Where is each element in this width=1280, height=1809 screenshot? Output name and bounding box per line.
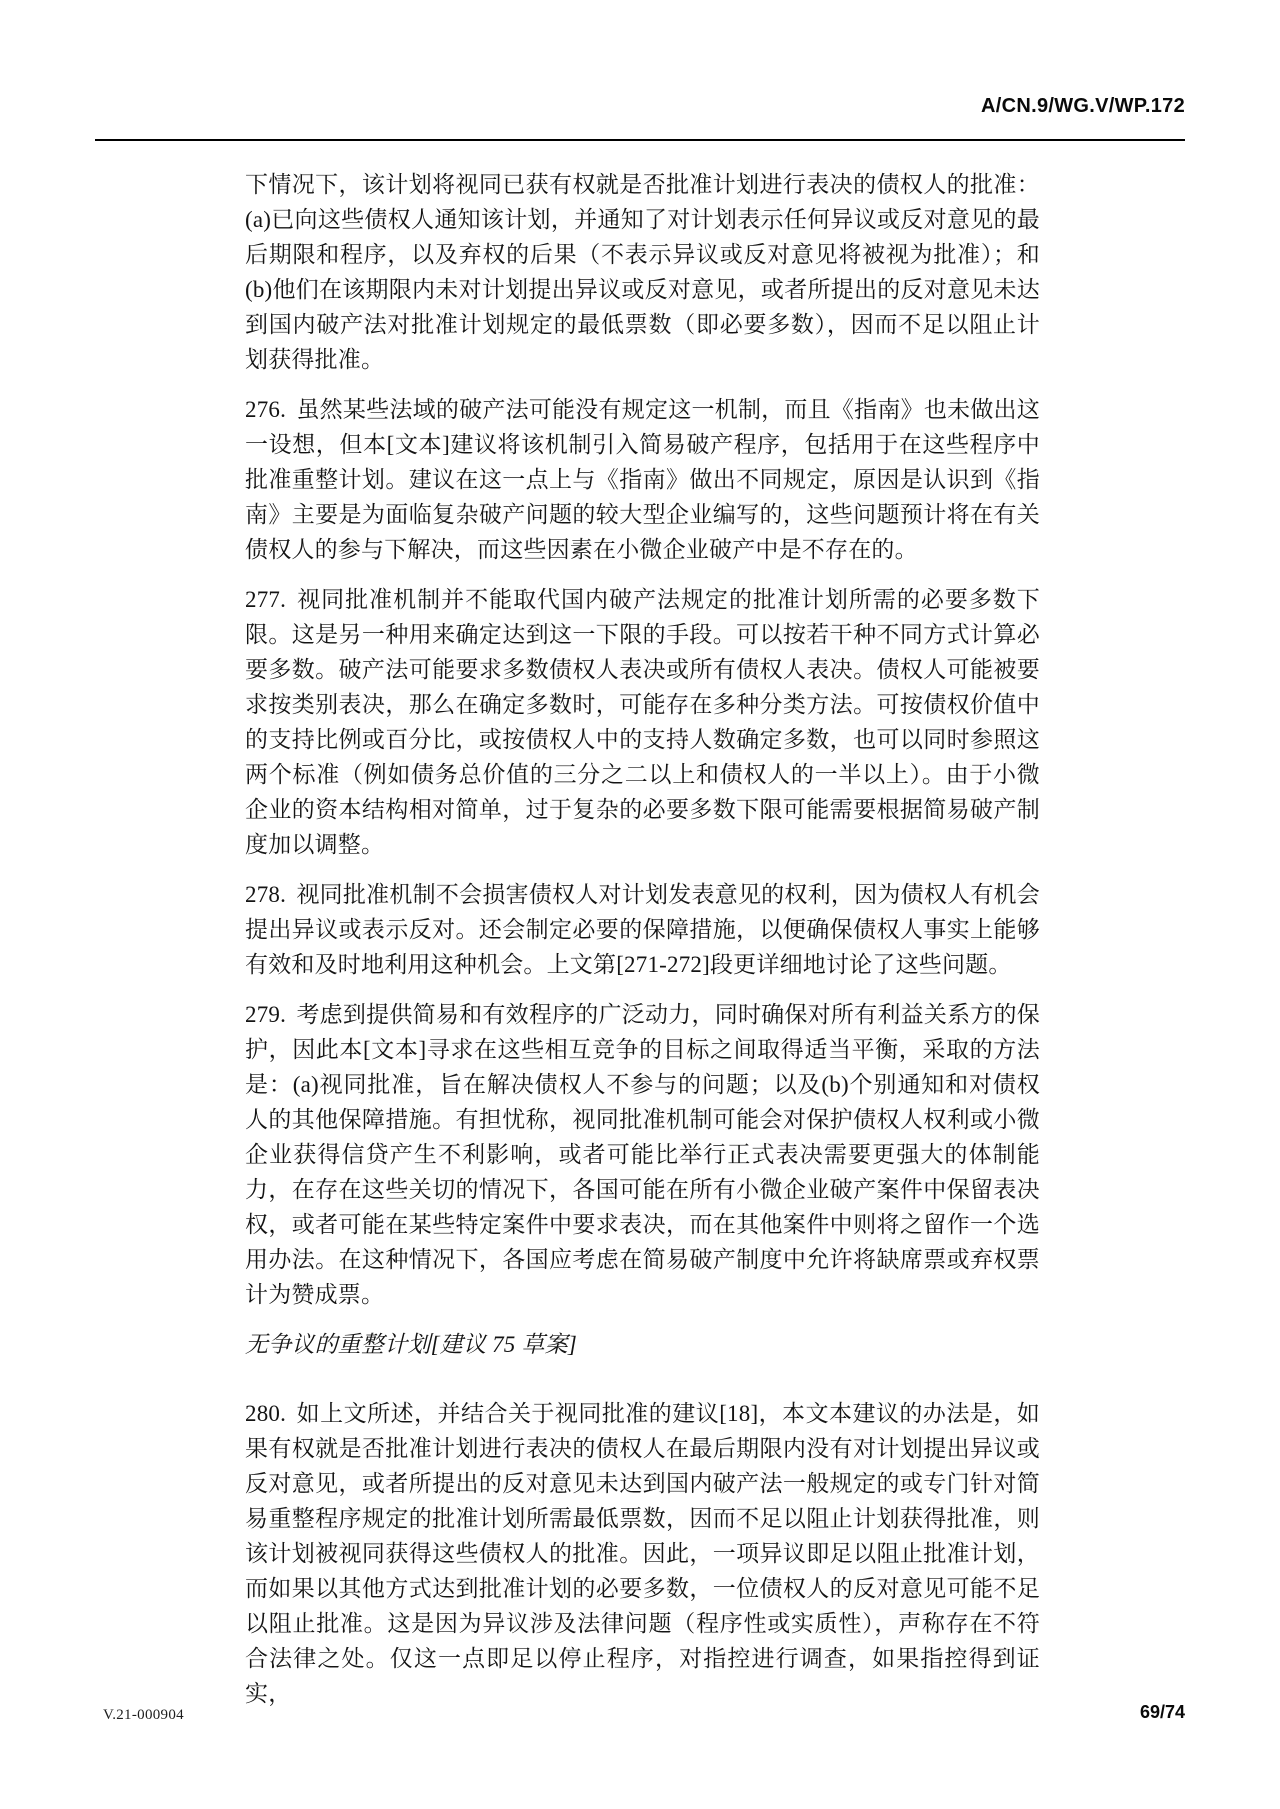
section-heading: 无争议的重整计划[建议 75 草案] — [245, 1332, 578, 1357]
header-rule — [95, 139, 1185, 141]
paragraph-text: 考虑到提供简易和有效程序的广泛动力，同时确保对所有利益关系方的保护，因此本[文本]寻求在这些相互竞争的目标之间取得适当平衡，采取的方法是：(a)视同批准，旨在解决债权人不参与的问题；以及(b)个别通知和对债权人的其他保障措施。有担忧称，视同批准机制可能会对保护债权人权利或小微企业获得信贷产生不利影响，或者可能比举行正式表决需要更强大的体制能力，在存在这些关切的情况下，各国可能在所有小微企业破产案件中保留表决权，或者可能在某些特定案件中要求表决，而在其他案件中则将之留作一个选用办法。在这种情况下，各国应考虑在简易破产制度中允许将缺席票或弃权票计为赞成票。 — [245, 1002, 1040, 1307]
footer-page-number: 69/74 — [1139, 1702, 1185, 1722]
document-symbol: A/CN.9/WG.V/WP.172 — [981, 95, 1185, 117]
paragraph-276 — [245, 392, 1040, 567]
paragraph-text: 虽然某些法域的破产法可能没有规定这一机制，而且《指南》也未做出这一设想，但本[文本]建议将该机制引入简易破产程序，包括用于在这些程序中批准重整计划。建议在这一点上与《指南》做出不同规定，原因是认识到《指南》主要是为面临复杂破产问题的较大型企业编写的，这些问题预计将在有关债权人的参与下解决，而这些因素在小微企业破产中是不存在的。 — [245, 397, 1040, 562]
document-body — [245, 167, 1040, 1726]
paragraph-number: 278. — [245, 882, 287, 907]
paragraph-number: 277. — [245, 587, 287, 612]
paragraph-text: 下情况下，该计划将视同已获有权就是否批准计划进行表决的债权人的批准：(a)已向这些债权人通知该计划，并通知了对计划表示任何异议或反对意见的最后期限和程序，以及弃权的后果（不表示异议或反对意见将被视为批准）；和(b)他们在该期限内未对计划提出异议或反对意见，或者所提出的反对意见未达到国内破产法对批准计划规定的最低票数（即必要多数），因而不足以阻止计划获得批准。 — [245, 172, 1040, 372]
paragraph-text: 视同批准机制并不能取代国内破产法规定的批准计划所需的必要多数下限。这是另一种用来确定达到这一下限的手段。可以按若干种不同方式计算必要多数。破产法可能要求多数债权人表决或所有债权人表决。债权人可能被要求按类别表决，那么在确定多数时，可能存在多种分类方法。可按债权价值中的支持比例或百分比，或按债权人中的支持人数确定多数，也可以同时参照这两个标准（例如债务总价值的三分之二以上和债权人的一半以上）。由于小微企业的资本结构相对简单，过于复杂的必要多数下限可能需要根据简易破产制度加以调整。 — [245, 587, 1040, 857]
paragraph-number: 280. — [245, 1401, 287, 1426]
paragraph-text: 视同批准机制不会损害债权人对计划发表意见的权利，因为债权人有机会提出异议或表示反对。还会制定必要的保障措施，以便确保债权人事实上能够有效和及时地利用这种机会。上文第[271-272]段更详细地讨论了这些问题。 — [245, 882, 1040, 977]
paragraph-280 — [245, 1396, 1040, 1711]
footer-doc-number: V.21-000904 — [103, 1707, 184, 1723]
paragraph-number: 279. — [245, 1002, 287, 1027]
paragraph-278 — [245, 877, 1040, 982]
paragraph-number: 276. — [245, 397, 287, 422]
paragraph-text: 如上文所述，并结合关于视同批准的建议[18]，本文本建议的办法是，如果有权就是否批准计划进行表决的债权人在最后期限内没有对计划提出异议或反对意见，或者所提出的反对意见未达到国内破产法一般规定的或专门针对简易重整程序规定的批准计划所需最低票数，因而不足以阻止计划获得批准，则该计划被视同获得这些债权人的批准。因此，一项异议即足以阻止批准计划，而如果以其他方式达到批准计划的必要多数，一位债权人的反对意见可能不足以阻止批准。这是因为异议涉及法律问题（程序性或实质性），声称存在不符合法律之处。仅这一点即足以停止程序，对指控进行调查，如果指控得到证实， — [245, 1401, 1040, 1706]
paragraph-275-continuation — [245, 167, 1040, 377]
paragraph-279 — [245, 997, 1040, 1312]
paragraph-277 — [245, 582, 1040, 862]
